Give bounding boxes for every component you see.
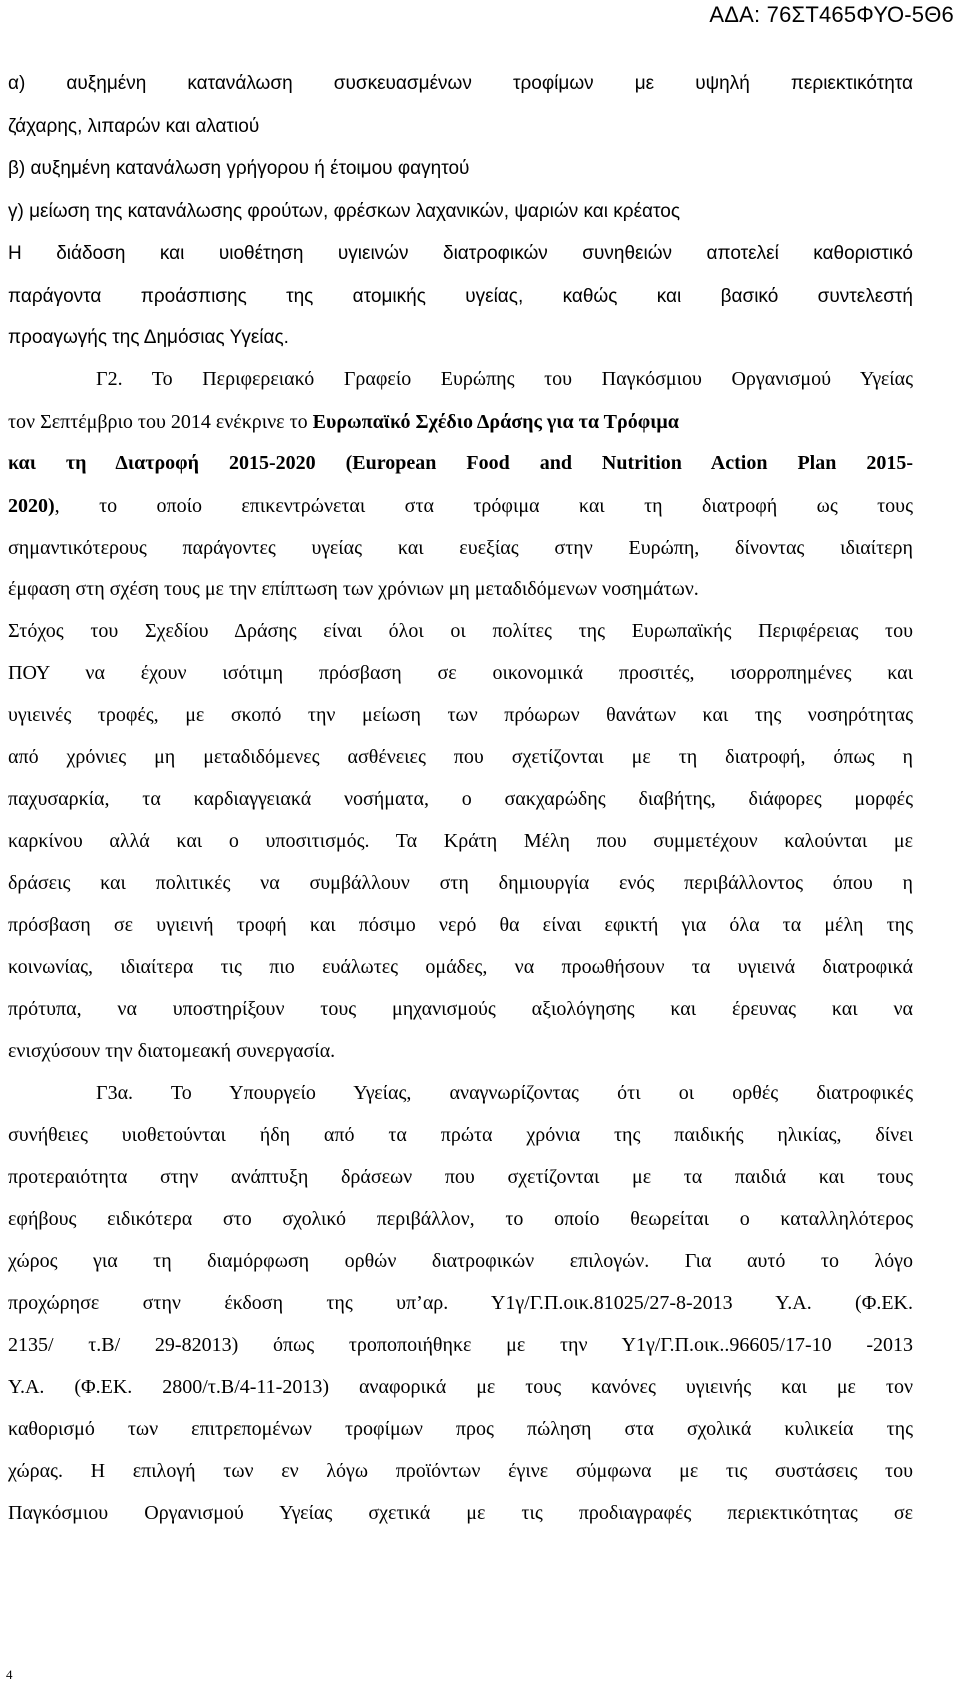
text-line: παράγοντα προάσπισης της ατομικής υγείας, καθώς και βασικό συντελεστή bbox=[8, 286, 913, 307]
text-line: πρότυπα, να υποστηρίξουν τους μηχανισμούς αξιολόγησης και έρευνας και να bbox=[8, 998, 913, 1020]
text-line: Η διάδοση και υιοθέτηση υγιεινών διατροφικών συνηθειών αποτελεί καθοριστικό bbox=[8, 243, 913, 264]
text-line: από χρόνιες μη μεταδιδόμενες ασθένειες που σχετίζονται με τη διατροφή, όπως η bbox=[8, 746, 913, 768]
text-line bbox=[8, 494, 913, 518]
text-line: α) αυξημένη κατανάλωση συσκευασμένων τροφίμων με υψηλή περιεκτικότητα bbox=[8, 73, 913, 94]
text-line: Στόχος του Σχεδίου Δράσης είναι όλοι οι πολίτες της Ευρωπαϊκής Περιφέρειας του bbox=[8, 620, 913, 642]
text-line: προχώρησε στην έκδοση της υπ’αρ. Υ1γ/Γ.Π.οικ.81025/27-8-2013 Υ.Α. (Φ.ΕΚ. bbox=[8, 1292, 913, 1314]
text-line: σημαντικότερους παράγοντες υγείας και ευεξίας στην Ευρώπη, δίνοντας ιδιαίτερη bbox=[8, 537, 913, 559]
text-line: προαγωγής της Δημόσιας Υγείας. bbox=[8, 327, 289, 348]
action-plan-title-cont: και τη Διατροφή 2015-2020 (European Food and Nutrition Action Plan 2015- bbox=[8, 452, 913, 474]
text-line: συνήθειες υιοθετούνται ήδη από τα πρώτα χρόνια της παιδικής ηλικίας, δίνει bbox=[8, 1124, 913, 1146]
text-line: προτεραιότητα στην ανάπτυξη δράσεων που σχετίζονται με τα παιδιά και τους bbox=[8, 1166, 913, 1188]
section-g2-heading-line: Γ2. Το Περιφερειακό Γραφείο Ευρώπης του Παγκόσμιου Οργανισμού Υγείας bbox=[96, 368, 913, 390]
text-line: β) αυξημένη κατανάλωση γρήγορου ή έτοιμου φαγητού bbox=[8, 158, 470, 179]
text-line: χώρος για τη διαμόρφωση ορθών διατροφικών επιλογών. Για αυτό το λόγο bbox=[8, 1250, 913, 1272]
section-g3a-heading-line: Γ3α. Το Υπουργείο Υγείας, αναγνωρίζοντας ότι οι ορθές διατροφικές bbox=[96, 1082, 913, 1104]
text-run: τον Σεπτέμβριο του 2014 ενέκρινε το bbox=[8, 411, 313, 433]
text-line: Παγκόσμιου Οργανισμού Υγείας σχετικά με τις προδιαγραφές περιεκτικότητας σε bbox=[8, 1502, 913, 1524]
text-line: γ) μείωση της κατανάλωσης φρούτων, φρέσκων λαχανικών, ψαριών και κρέατος bbox=[8, 201, 680, 222]
text-line: ενισχύσουν την διατομεακή συνεργασία. bbox=[8, 1040, 336, 1062]
action-plan-title: Ευρωπαϊκό Σχέδιο Δράσης για τα Τρόφιμα bbox=[312, 411, 679, 433]
text-line: έμφαση στη σχέση τους με την επίπτωση των χρόνιων μη μεταδιδόμενων νοσημάτων. bbox=[8, 578, 699, 600]
text-line: υγιεινές τροφές, με σκοπό την μείωση των πρόωρων θανάτων και της νοσηρότητας bbox=[8, 704, 913, 726]
ada-code: ΑΔΑ: 76ΣΤ465ΦΥΟ-5Θ6 bbox=[709, 2, 954, 27]
text-line bbox=[8, 410, 913, 434]
text-run: , το οποίο επικεντρώνεται στα τρόφιμα και τη διατροφή ως τους bbox=[54, 495, 913, 517]
text-line: δράσεις και πολιτικές να συμβάλλουν στη δημιουργία ενός περιβάλλοντος όπου η bbox=[8, 872, 913, 894]
text-line: 2135/ τ.Β/ 29-82013) όπως τροποποιήθηκε με την Υ1γ/Γ.Π.οικ..96605/17-10 -2013 bbox=[8, 1334, 913, 1356]
text-line: καρκίνου αλλά και ο υποσιτισμός. Τα Κράτη Μέλη που συμμετέχουν καλούνται με bbox=[8, 830, 913, 852]
text-line: εφήβους ειδικότερα στο σχολικό περιβάλλον, το οποίο θεωρείται ο καταλληλότερος bbox=[8, 1208, 913, 1230]
text-line: χώρας. Η επιλογή των εν λόγω προϊόντων έγινε σύμφωνα με τις συστάσεις του bbox=[8, 1460, 913, 1482]
text-line: παχυσαρκία, τα καρδιαγγειακά νοσήματα, ο σακχαρώδης διαβήτης, διάφορες μορφές bbox=[8, 788, 913, 810]
text-line: κοινωνίας, ιδιαίτερα τις πιο ευάλωτες ομάδες, να προωθήσουν τα υγιεινά διατροφικά bbox=[8, 956, 913, 978]
text-line: καθορισμό των επιτρεπομένων τροφίμων προς πώληση στα σχολικά κυλικεία της bbox=[8, 1418, 913, 1440]
page-number: 4 bbox=[6, 1667, 13, 1682]
action-plan-title-end: 2020) bbox=[8, 495, 55, 517]
text-line: πρόσβαση σε υγιεινή τροφή και πόσιμο νερό θα είναι εφικτή για όλα τα μέλη της bbox=[8, 914, 913, 936]
text-line: ζάχαρης, λιπαρών και αλατιού bbox=[8, 116, 260, 137]
text-line: ΠΟΥ να έχουν ισότιμη πρόσβαση σε οικονομικά προσιτές, ισορροπημένες και bbox=[8, 662, 913, 684]
text-line: Υ.Α. (Φ.ΕΚ. 2800/τ.Β/4-11-2013) αναφορικά με τους κανόνες υγιεινής και με τον bbox=[8, 1376, 913, 1398]
